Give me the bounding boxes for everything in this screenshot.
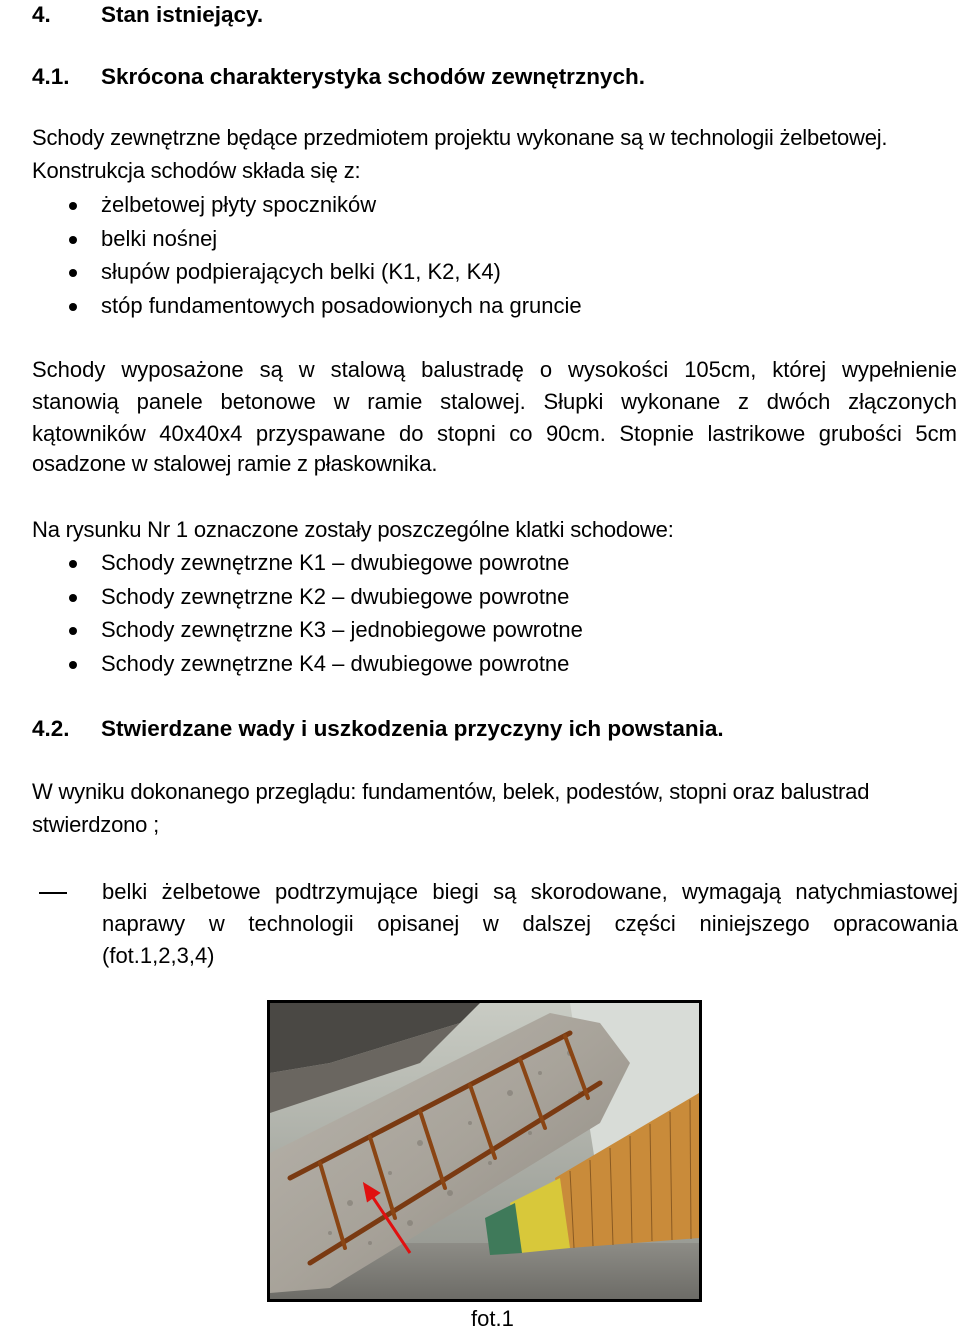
list-item-text: stóp fundamentowych posadowionych na gruncie (101, 293, 582, 318)
intro-line: Schody zewnętrzne będące przedmiotem projektu wykonane są w technologii żelbetowej. (32, 125, 888, 150)
section-4-1-heading (32, 64, 732, 94)
section-title: Stan istniejący. (101, 2, 264, 27)
paragraph-line: osadzone w stalowej ramie z płaskownika. (32, 451, 438, 476)
section-number: 4. (32, 2, 51, 27)
finding-line: (fot.1,2,3,4) (102, 943, 215, 968)
bullet-icon (69, 627, 77, 635)
section-4-heading (32, 2, 432, 32)
bullet-icon (69, 236, 77, 244)
list-item-text: żelbetowej płyty spoczników (101, 192, 377, 217)
bullet-icon (69, 303, 77, 311)
photo-illustration (270, 1003, 699, 1299)
review-line: W wyniku dokonanego przeglądu: fundamentów, belek, podestów, stopni oraz balustrad (32, 779, 870, 804)
list-item-text: Schody zewnętrzne K3 – jednobiegowe powrotne (101, 617, 583, 642)
finding-line: naprawy w technologii opisanej w dalszej części niniejszego opracowania (102, 911, 958, 936)
section-title: Skrócona charakterystyka schodów zewnętrznych. (101, 64, 645, 89)
dash-icon (39, 892, 67, 894)
list-item-text: Schody zewnętrzne K2 – dwubiegowe powrotne (101, 584, 570, 609)
section-number: 4.1. (32, 64, 70, 89)
drawing-intro: Na rysunku Nr 1 oznaczone zostały poszczególne klatki schodowe: (32, 517, 674, 542)
paragraph-line: Schody wyposażone są w stalową balustradę o wysokości 105cm, której wypełnienie (32, 357, 957, 382)
list-item-text: Schody zewnętrzne K1 – dwubiegowe powrotne (101, 550, 570, 575)
intro-line: Konstrukcja schodów składa się z: (32, 158, 361, 183)
section-number: 4.2. (32, 716, 70, 741)
list-item-text: Schody zewnętrzne K4 – dwubiegowe powrotne (101, 651, 570, 676)
photo-caption: fot.1 (471, 1306, 514, 1331)
section-title: Stwierdzane wady i uszkodzenia przyczyny ich powstania. (101, 716, 724, 741)
finding-item (0, 876, 960, 976)
finding-line: belki żelbetowe podtrzymujące biegi są skorodowane, wymagają natychmiastowej (102, 879, 958, 904)
paragraph-line: kątowników 40x40x4 przyspawane do stopni co 90cm. Stopnie lastrikowe grubości 5cm (32, 421, 957, 446)
section-4-2-heading (32, 716, 832, 746)
bullet-icon (69, 594, 77, 602)
list-item-text: belki nośnej (101, 226, 218, 251)
bullet-icon (69, 560, 77, 568)
corroded-beam-photo (267, 1000, 702, 1302)
bullet-icon (69, 661, 77, 669)
paragraph-line: stanowią panele betonowe w ramie stalowej. Słupki wykonane z dwóch złączonych (32, 389, 957, 414)
list-item-text: słupów podpierających belki (K1, K2, K4) (101, 259, 501, 284)
bullet-icon (69, 202, 77, 210)
review-line: stwierdzono ; (32, 812, 160, 837)
bullet-icon (69, 269, 77, 277)
